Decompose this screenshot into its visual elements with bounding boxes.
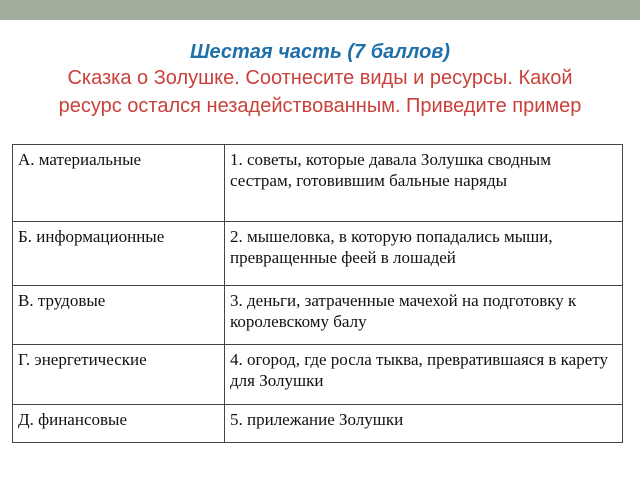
- resource-example-cell: 1. советы, которые давала Золушка сводным сестрам, готовившим бальные наряды: [225, 145, 623, 222]
- table-row: [13, 405, 623, 443]
- resource-example-cell: 4. огород, где росла тыква, превратившаяся в карету для Золушки: [225, 345, 623, 405]
- resource-example-cell: 2. мышеловка, в которую попадались мыши, превращенные феей в лошадей: [225, 222, 623, 286]
- task-text-line-2: ресурс остался незадействованным. Приведите пример: [58, 95, 582, 117]
- resource-type-cell: В. трудовые: [13, 286, 225, 345]
- table-row: [13, 145, 623, 222]
- table-row: [13, 345, 623, 405]
- resource-type-cell: А. материальные: [13, 145, 225, 222]
- resource-example-cell: 5. прилежание Золушки: [225, 405, 623, 443]
- resource-type-cell: Б. информационные: [13, 222, 225, 286]
- matching-table: [12, 144, 623, 443]
- title-block: [0, 40, 640, 120]
- section-title: Шестая часть (7 баллов): [189, 41, 451, 63]
- resource-type-cell: Г. энергетические: [13, 345, 225, 405]
- table-row: [13, 222, 623, 286]
- table-row: [13, 286, 623, 345]
- resource-type-cell: Д. финансовые: [13, 405, 225, 443]
- task-text-line-1: Сказка о Золушке. Соотнесите виды и ресурсы. Какой: [67, 67, 573, 89]
- resource-example-cell: 3. деньги, затраченные мачехой на подготовку к королевскому балу: [225, 286, 623, 345]
- top-bar: [0, 0, 640, 20]
